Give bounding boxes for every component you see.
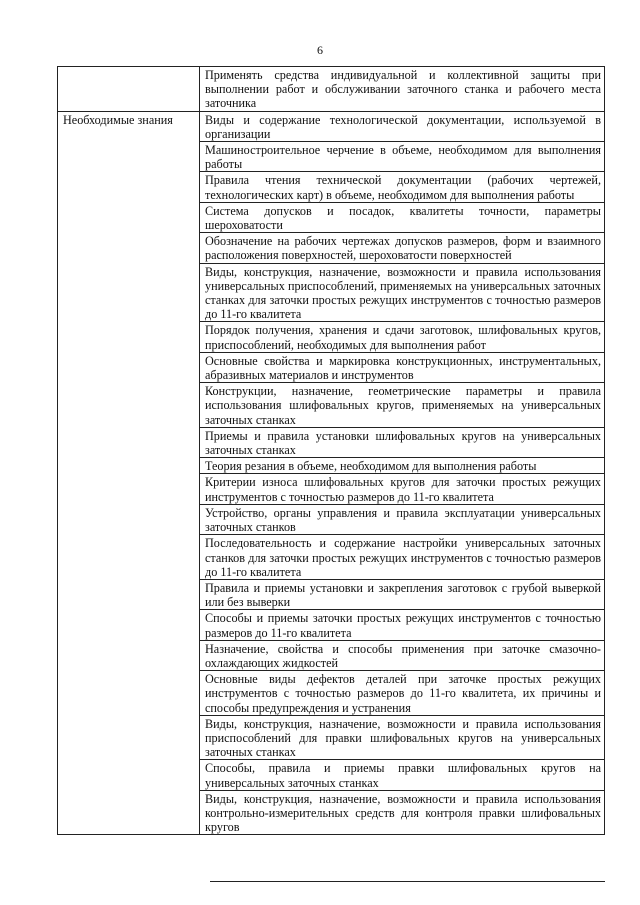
knowledge-item: Виды, конструкция, назначение, возможности и правила использования универсальных приспособлений, применяемых на универсальных заточных станках для заточки простых режущих инструментов с точностью размеров до 11-го квалитета [200, 263, 605, 322]
knowledge-item: Способы, правила и приемы правки шлифовальных кругов на универсальных заточных станках [200, 760, 605, 790]
knowledge-item: Правила чтения технической документации (рабочих чертежей, технологических карт) в объеме, необходимом для выполнения работы [200, 172, 605, 202]
knowledge-item: Назначение, свойства и способы применения при заточке смазочно-охлаждающих жидкостей [200, 640, 605, 670]
knowledge-item: Приемы и правила установки шлифовальных кругов на универсальных заточных станках [200, 427, 605, 457]
knowledge-item: Машиностроительное черчение в объеме, необходимом для выполнения работы [200, 142, 605, 172]
empty-label-cell [58, 67, 200, 112]
knowledge-item: Порядок получения, хранения и сдачи заготовок, шлифовальных кругов, приспособлений, необходимых для выполнения работ [200, 322, 605, 352]
table-row [58, 67, 605, 112]
section-label-knowledge: Необходимые знания [58, 111, 200, 835]
table-row [58, 111, 605, 141]
requirements-table [57, 66, 605, 835]
knowledge-item: Основные свойства и маркировка конструкционных, инструментальных, абразивных материалов и инструментов [200, 352, 605, 382]
table-cell-intro-item: Применять средства индивидуальной и коллективной защиты при выполнении работ и обслуживании заточного станка и рабочего места заточника [200, 67, 605, 112]
knowledge-item: Правила и приемы установки и закрепления заготовок с грубой выверкой или без выверки [200, 579, 605, 609]
knowledge-item: Критерии износа шлифовальных кругов для заточки простых режущих инструментов с точностью размеров до 11-го квалитета [200, 474, 605, 504]
knowledge-item: Основные виды дефектов деталей при заточке простых режущих инструментов с точностью размеров до 11-го квалитета, их причины и способы предупреждения и устранения [200, 671, 605, 716]
bottom-divider-line [210, 881, 605, 882]
knowledge-item: Система допусков и посадок, квалитеты точности, параметры шероховатости [200, 202, 605, 232]
knowledge-item: Способы и приемы заточки простых режущих инструментов с точностью размеров до 11-го квалитета [200, 610, 605, 640]
knowledge-item: Виды и содержание технологической документации, используемой в организации [200, 111, 605, 141]
knowledge-item: Конструкции, назначение, геометрические параметры и правила использования шлифовальных кругов, применяемых на универсальных заточных станках [200, 383, 605, 428]
knowledge-item: Виды, конструкция, назначение, возможности и правила использования контрольно-измерительных средств для контроля правки шлифовальных кругов [200, 790, 605, 835]
knowledge-item: Виды, конструкция, назначение, возможности и правила использования приспособлений для правки шлифовальных кругов на универсальных заточных станках [200, 715, 605, 760]
knowledge-item: Последовательность и содержание настройки универсальных заточных станков для заточки простых режущих инструментов с точностью размеров до 11-го квалитета [200, 535, 605, 580]
requirements-table-body [58, 67, 605, 835]
knowledge-item: Обозначение на рабочих чертежах допусков размеров, форм и взаимного расположения поверхностей, шероховатости поверхностей [200, 233, 605, 263]
page-number: 6 [317, 43, 323, 57]
knowledge-item: Устройство, органы управления и правила эксплуатации универсальных заточных станков [200, 504, 605, 534]
knowledge-item: Теория резания в объеме, необходимом для выполнения работы [200, 458, 605, 474]
